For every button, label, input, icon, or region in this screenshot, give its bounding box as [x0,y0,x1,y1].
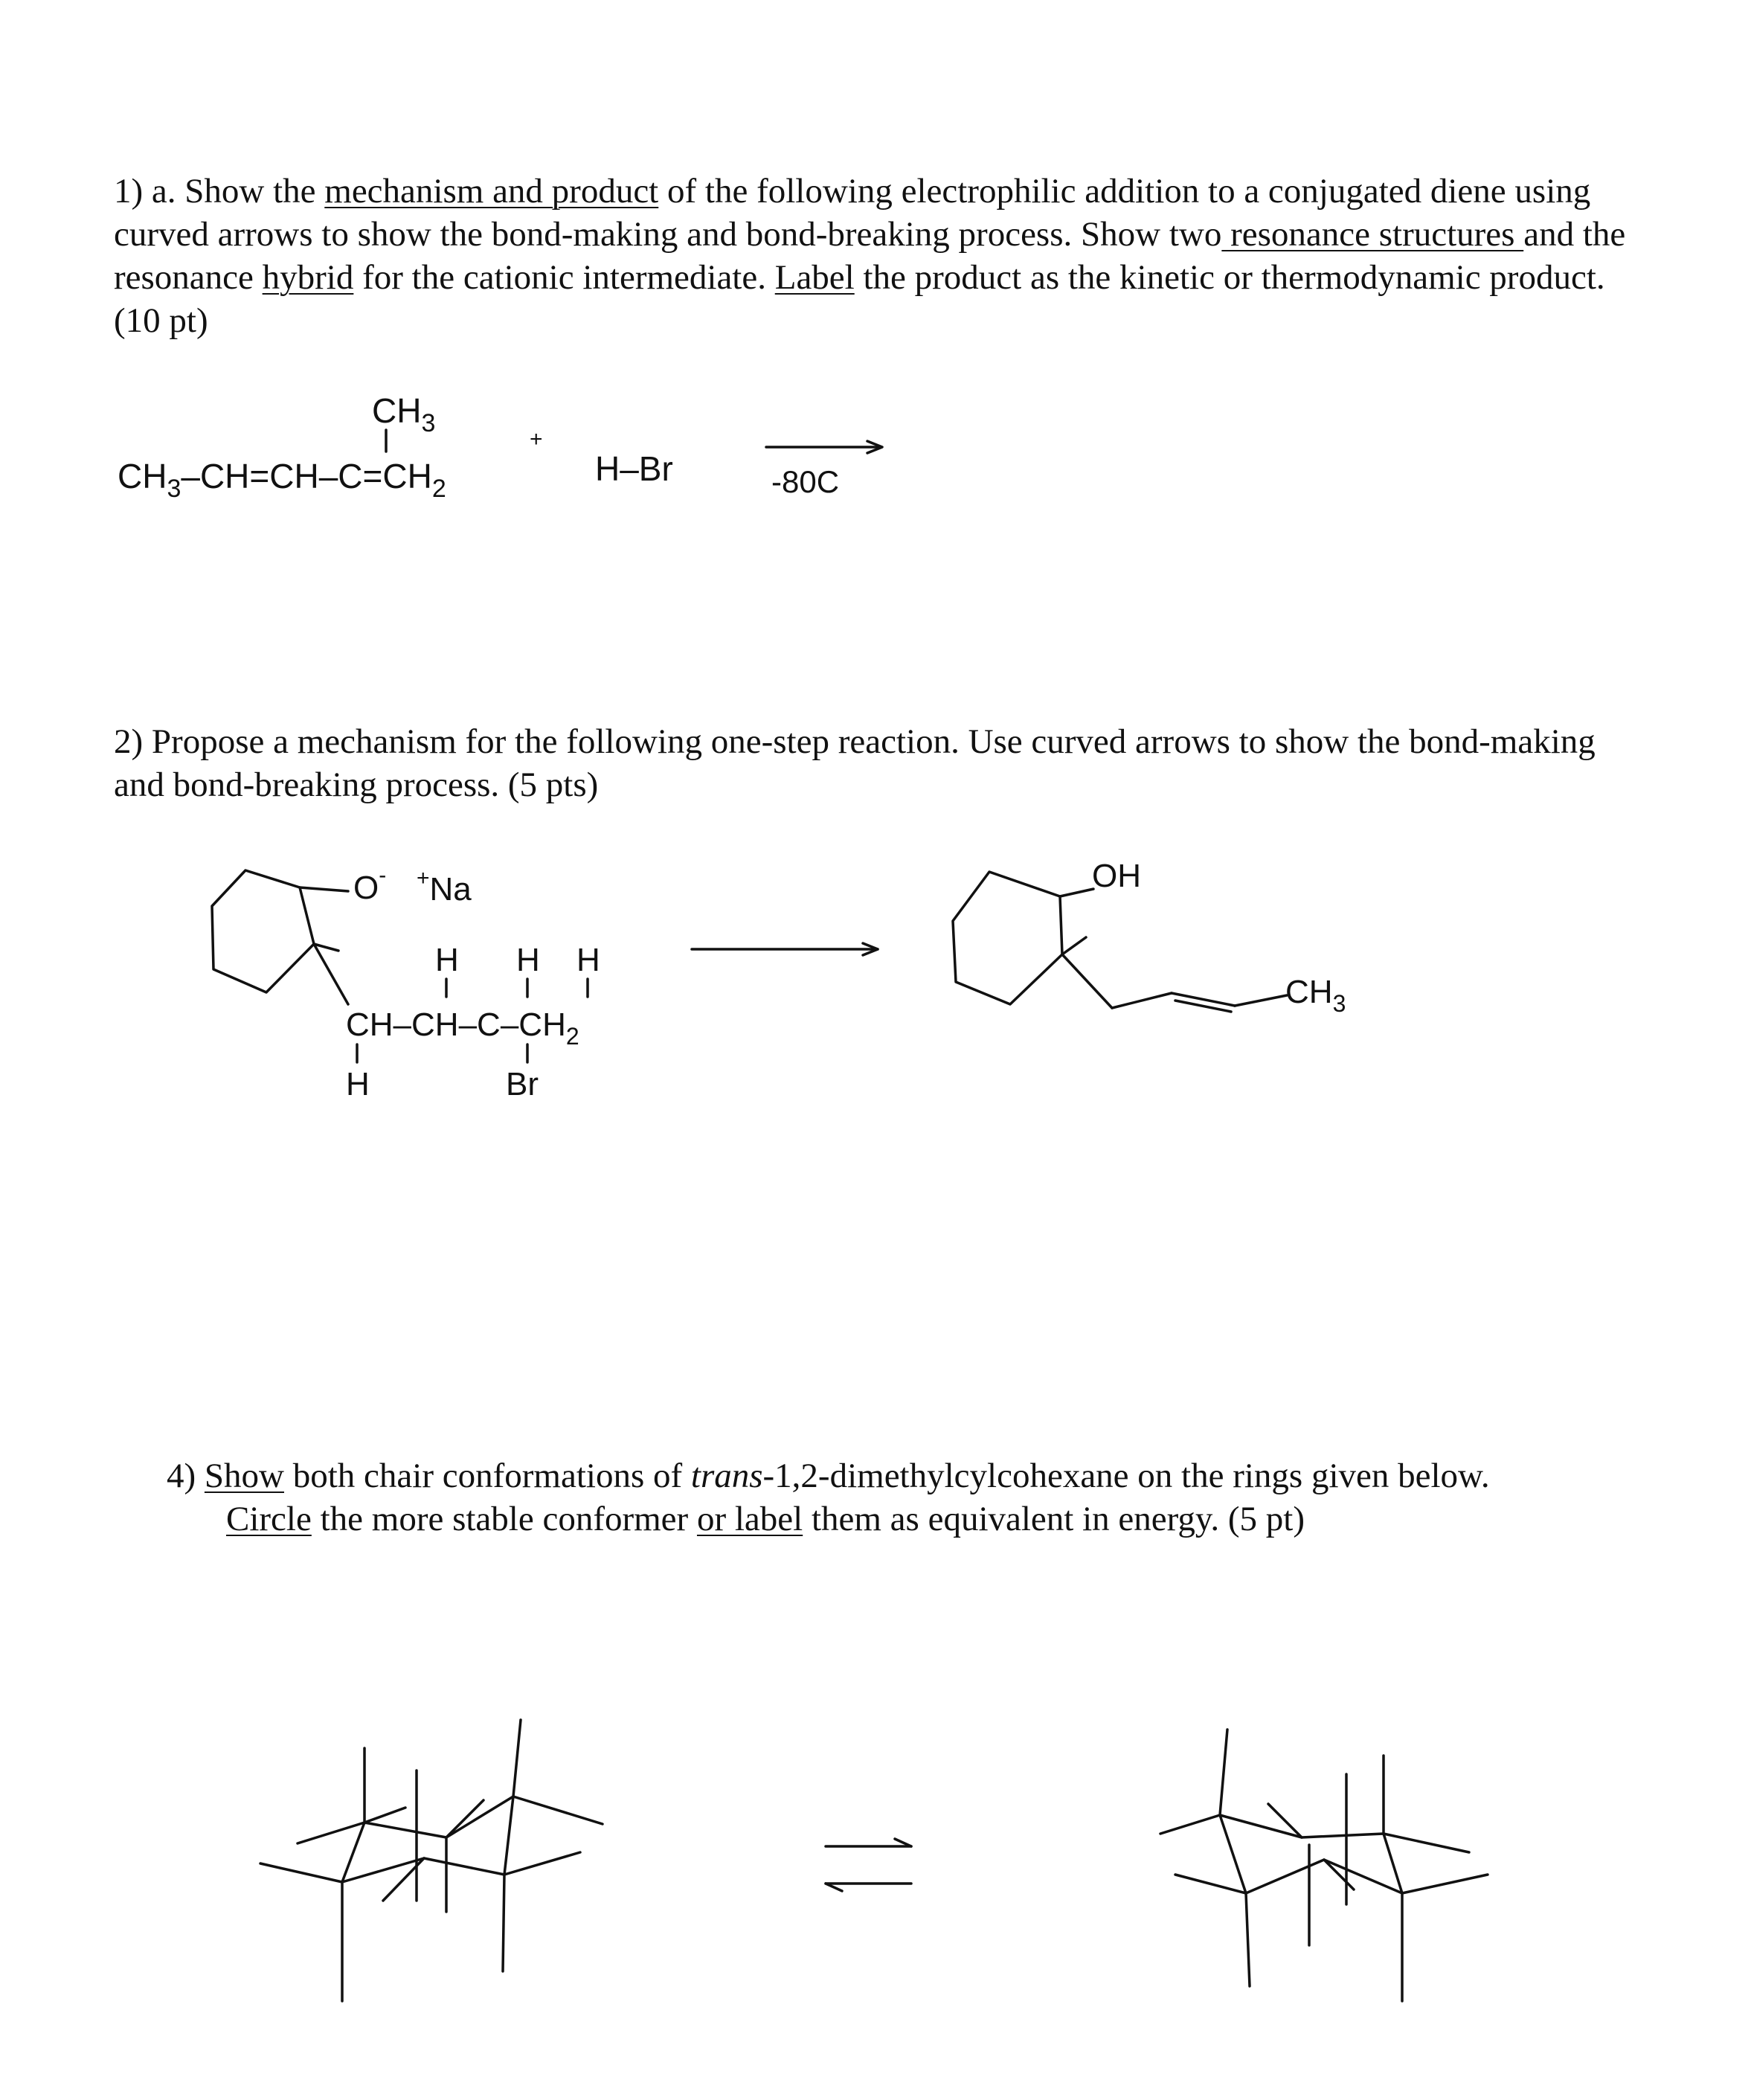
left-equatorial-bond-6 [513,1796,603,1824]
q4-underline-circle: Circle [226,1500,312,1538]
left-equatorial-bond-3 [260,1863,342,1882]
q4-number: 4) [167,1457,205,1495]
q4-text-part: both chair conformations of [284,1457,691,1495]
reagent-hbr-label: H–Br [595,449,673,488]
right-equatorial-bond-6 [1402,1875,1488,1893]
hydrogen-label-3: H [576,942,600,978]
side-chain-label: $CH-CH-C-CH_2$ [346,1006,579,1050]
left-axial-bond-6 [503,1875,504,1971]
right-equatorial-bond-4 [1324,1860,1354,1889]
right-chair-conformer [1160,1730,1488,2001]
left-equatorial-bond-2 [364,1808,405,1823]
q1-text-part: and the resonance [114,215,1626,297]
hydrogen-label-2: H [516,942,540,978]
q4-text-part: the more stable conformer [311,1500,697,1538]
question-2-text: 2) Propose a mechanism for the following one-step reaction. Use curved arrows to show the bond-making and bond-breaking process. (5 pts) [114,722,1596,804]
equilibrium-arrows [826,1839,911,1891]
right-chair-ring [1220,1815,1402,1893]
q1-underline-label: Label [774,258,855,297]
right-axial-bond-1 [1220,1730,1227,1815]
left-chair-ring [342,1796,513,1882]
q4-text-part: -1,2-dimethylcylcohexane on the rings given below. [762,1457,1490,1495]
right-axial-bond-2 [1246,1893,1250,1986]
hydroxyl-label: OH [1092,858,1141,894]
left-axial-bond-5 [513,1720,521,1796]
q4-italic-trans: trans [690,1457,763,1495]
q1-underline-resonance: resonance structures [1221,215,1524,254]
q4-underline-show: Show [204,1457,284,1495]
right-equatorial-bond-1 [1160,1815,1220,1834]
right-equatorial-bond-5 [1384,1834,1469,1852]
product-methyl-label: $CH_3$ [1285,974,1346,1017]
hydrogen-label-1: H [435,942,459,978]
q1-underline-hybrid: hybrid [262,258,354,297]
q4-underline-or-label: or label [696,1500,803,1538]
bromine-label: Br [506,1066,539,1102]
q4-text-part: them as equivalent in energy. (5 pt) [803,1500,1305,1538]
hydrogen-label-bottom: H [346,1066,370,1102]
q1-text-part: for the cationic intermediate. [353,258,775,297]
plus-sign: + [530,427,543,452]
diene-formula-label: $CH_3-CH=CH-C=CH_2$ [118,457,446,503]
q1-text-part: 1) a. Show the [114,172,325,211]
methyl-substituent-label: $CH_3$ [372,391,436,437]
right-equatorial-bond-2 [1175,1875,1246,1893]
q1-underline-mechanism: mechanism and product [324,172,659,211]
oxygen-label: O- [353,863,387,906]
left-chair-conformer [260,1720,603,2001]
q1-text-part: of the following electrophilic addition to a conjugated diene using curved arrows to show the bond-making and bond-breaking process. Show two [114,172,1591,254]
left-equatorial-bond-7 [504,1852,580,1875]
left-equatorial-bond-1 [298,1823,364,1843]
reaction-condition-label: -80C [771,464,840,499]
q1-text-part: the product as the kinetic or thermodynamic product. (10 pt) [114,258,1605,340]
sodium-label: +Na [417,866,472,908]
